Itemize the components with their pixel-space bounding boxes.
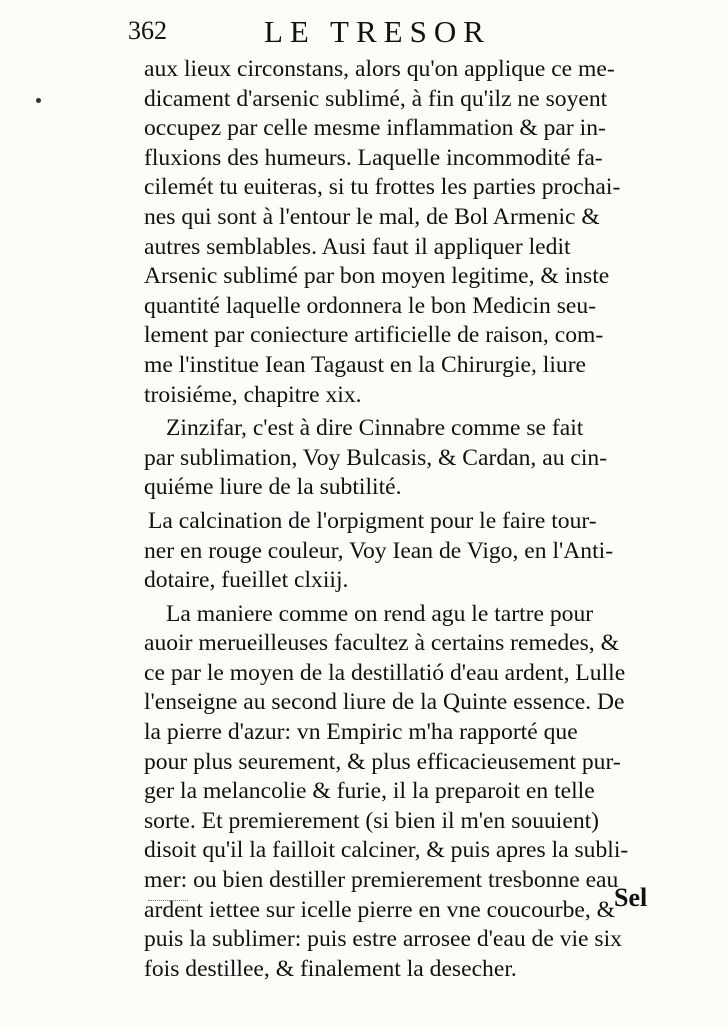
text-line: quiéme liure de la subtilité. bbox=[144, 474, 402, 501]
catchword: Sel bbox=[614, 883, 648, 912]
text-line: dotaire, fueillet clxiij. bbox=[144, 567, 349, 594]
text-line: quantité laquelle ordonnera le bon Medicin seu- bbox=[144, 292, 597, 319]
text-line: sorte. Et premierement (si bien il m'en souuient) bbox=[144, 807, 600, 834]
running-title: LE TRESOR bbox=[264, 14, 491, 49]
body-text bbox=[144, 55, 656, 984]
text-line: me l'institue Iean Tagaust en la Chirurgie, liure bbox=[144, 351, 587, 378]
text-line: dicament d'arsenic sublimé, à fin qu'ilz ne soyent bbox=[144, 85, 608, 112]
text-line: puis la sublimer: puis estre arrosee d'eau de vie six bbox=[144, 926, 622, 953]
text-line: ce par le moyen de la destillatió d'eau ardent, Lulle bbox=[144, 659, 626, 686]
text-line: par sublimation, Voy Bulcasis, & Cardan, au cin- bbox=[144, 444, 608, 471]
text-line: cilemét tu euiteras, si tu frottes les parties prochai- bbox=[144, 174, 621, 201]
paragraph-start-line: La maniere comme on rend agu le tartre pour bbox=[166, 600, 594, 627]
text-line: nes qui sont à l'entour le mal, de Bol Armenic & bbox=[144, 203, 600, 230]
paragraph-start-line: La calcination de l'orpigment pour le faire tour- bbox=[148, 507, 597, 534]
text-line: aux lieux circonstans, alors qu'on applique ce me- bbox=[144, 56, 615, 82]
text-line: autres semblables. Ausi faut il appliquer ledit bbox=[144, 233, 571, 260]
page-number: 362 bbox=[128, 16, 167, 45]
text-line: la pierre d'azur: vn Empiric m'ha rapporté que bbox=[144, 719, 578, 746]
text-line: pour plus seurement, & plus efficacieusement pur- bbox=[144, 748, 621, 775]
text-line: mer: ou bien destiller premierement tresbonne eau bbox=[144, 867, 619, 894]
paragraph-start-line: Zinzifar, c'est à dire Cinnabre comme se fait bbox=[166, 415, 584, 442]
page-header bbox=[128, 14, 648, 50]
margin-ink-mark bbox=[36, 98, 41, 103]
text-line: lement par coniecture artificielle de raison, com- bbox=[144, 322, 604, 349]
text-line: troisiéme, chapitre xix. bbox=[144, 381, 362, 408]
text-line: disoit qu'il la failloit calciner, & puis apres la subli- bbox=[144, 837, 629, 864]
text-line: Arsenic sublimé par bon moyen legitime, & inste bbox=[144, 263, 610, 290]
text-line: occupez par celle mesme inflammation & par in- bbox=[144, 115, 606, 142]
text-line: auoir merueilleuses facultez à certains remedes, & bbox=[144, 630, 619, 657]
text-line: l'enseigne au second liure de la Quinte essence. De bbox=[144, 689, 625, 716]
text-line: ardent iettee sur icelle pierre en vne coucourbe, & bbox=[144, 896, 615, 923]
ink-smudge bbox=[148, 900, 188, 909]
text-line: fluxions des humeurs. Laquelle incommodité fa- bbox=[144, 144, 603, 171]
text-line: ger la melancolie & furie, il la preparoit en telle bbox=[144, 778, 595, 805]
text-line: fois destillee, & finalement la desecher. bbox=[144, 955, 517, 982]
text-line: ner en rouge couleur, Voy Iean de Vigo, en l'Anti- bbox=[144, 537, 614, 564]
